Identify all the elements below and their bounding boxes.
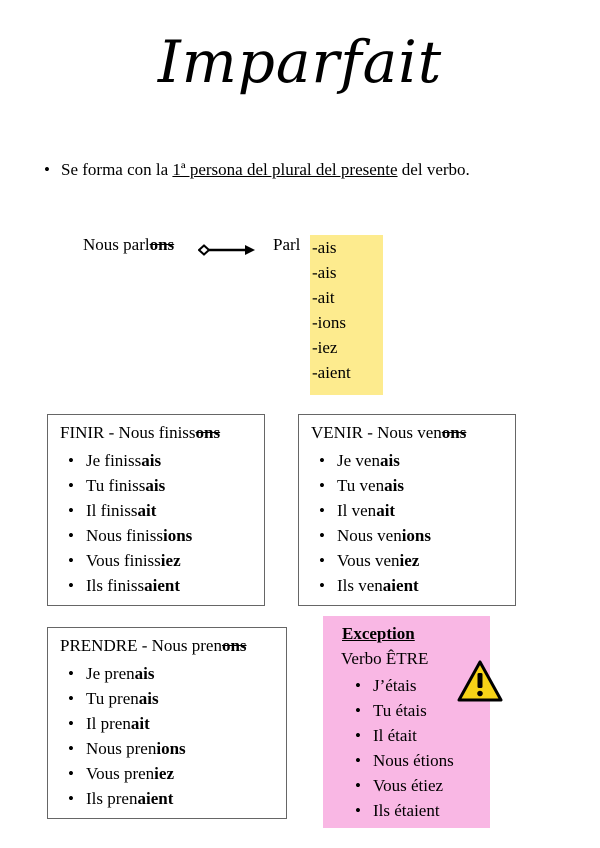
ending-item: -aient bbox=[312, 363, 351, 382]
prendre-heading-stem: PRENDRE - Nous pren bbox=[60, 636, 222, 655]
list-item: • Ils prenaient bbox=[60, 786, 186, 811]
ending-item: -ions bbox=[312, 313, 346, 332]
exception-title: Exception bbox=[342, 624, 415, 643]
venir-heading-stem: VENIR - Nous ven bbox=[311, 423, 442, 442]
list-item: • Nous prenions bbox=[60, 736, 186, 761]
etre-conjugation-list bbox=[341, 673, 454, 823]
list-item: • Je prenais bbox=[60, 661, 186, 686]
intro-suffix: del verbo. bbox=[397, 160, 470, 179]
prendre-heading-ending: ons bbox=[221, 636, 247, 655]
list-item: • Ils étaient bbox=[341, 798, 454, 823]
example-left bbox=[83, 235, 174, 255]
list-item: • Il était bbox=[341, 723, 454, 748]
intro-underlined: 1ª persona del plural del presente bbox=[172, 160, 398, 179]
finir-heading-stem: FINIR - Nous finiss bbox=[60, 423, 196, 442]
endings-list bbox=[310, 235, 383, 395]
list-item: • Ils venaient bbox=[311, 573, 431, 598]
finir-box bbox=[47, 414, 265, 606]
example-right-stem: Parl bbox=[273, 235, 301, 254]
page-title: Imparfait bbox=[157, 28, 443, 96]
list-item: • Je finissais bbox=[60, 448, 192, 473]
list-item: • Tu prenais bbox=[60, 686, 186, 711]
warning-triangle-icon bbox=[457, 660, 503, 702]
ending-item: -ait bbox=[312, 288, 335, 307]
list-item: • Vous preniez bbox=[60, 761, 186, 786]
example-row bbox=[0, 235, 600, 397]
intro-paragraph bbox=[44, 158, 559, 182]
venir-conjugation-list bbox=[311, 448, 431, 598]
list-item: • Vous étiez bbox=[341, 773, 454, 798]
ending-item: -ais bbox=[312, 263, 337, 282]
list-item: • Vous veniez bbox=[311, 548, 431, 573]
finir-conjugation-list bbox=[60, 448, 192, 598]
list-item: • Tu finissais bbox=[60, 473, 192, 498]
list-item: • Ils finissaient bbox=[60, 573, 192, 598]
list-item: • Tu étais bbox=[341, 698, 454, 723]
list-item: • Il venait bbox=[311, 498, 431, 523]
list-item: • Vous finissiez bbox=[60, 548, 192, 573]
example-left-stem: Nous parl bbox=[83, 235, 150, 254]
list-item: • Nous venions bbox=[311, 523, 431, 548]
prendre-heading bbox=[60, 636, 247, 656]
list-item: • Tu venais bbox=[311, 473, 431, 498]
list-item: • Nous finissions bbox=[60, 523, 192, 548]
ending-item: -ais bbox=[312, 238, 337, 257]
venir-heading-ending: ons bbox=[441, 423, 467, 442]
venir-box bbox=[298, 414, 516, 606]
example-left-ending: ons bbox=[149, 235, 175, 254]
prendre-conjugation-list bbox=[60, 661, 186, 811]
venir-heading bbox=[311, 423, 466, 443]
list-item: • Il prenait bbox=[60, 711, 186, 736]
exception-box bbox=[323, 616, 490, 828]
list-item: • Il finissait bbox=[60, 498, 192, 523]
list-item: • Nous étions bbox=[341, 748, 454, 773]
finir-heading bbox=[60, 423, 220, 443]
prendre-box bbox=[47, 627, 287, 819]
finir-heading-ending: ons bbox=[195, 423, 221, 442]
bullet-icon: • bbox=[44, 160, 50, 179]
double-headed-diamond-arrow-icon bbox=[198, 243, 256, 257]
intro-prefix: Se forma con la bbox=[61, 160, 173, 179]
ending-item: -iez bbox=[312, 338, 338, 357]
list-item: • J’étais bbox=[341, 673, 454, 698]
list-item: • Je venais bbox=[311, 448, 431, 473]
exception-subtitle: Verbo ÊTRE bbox=[341, 649, 429, 668]
